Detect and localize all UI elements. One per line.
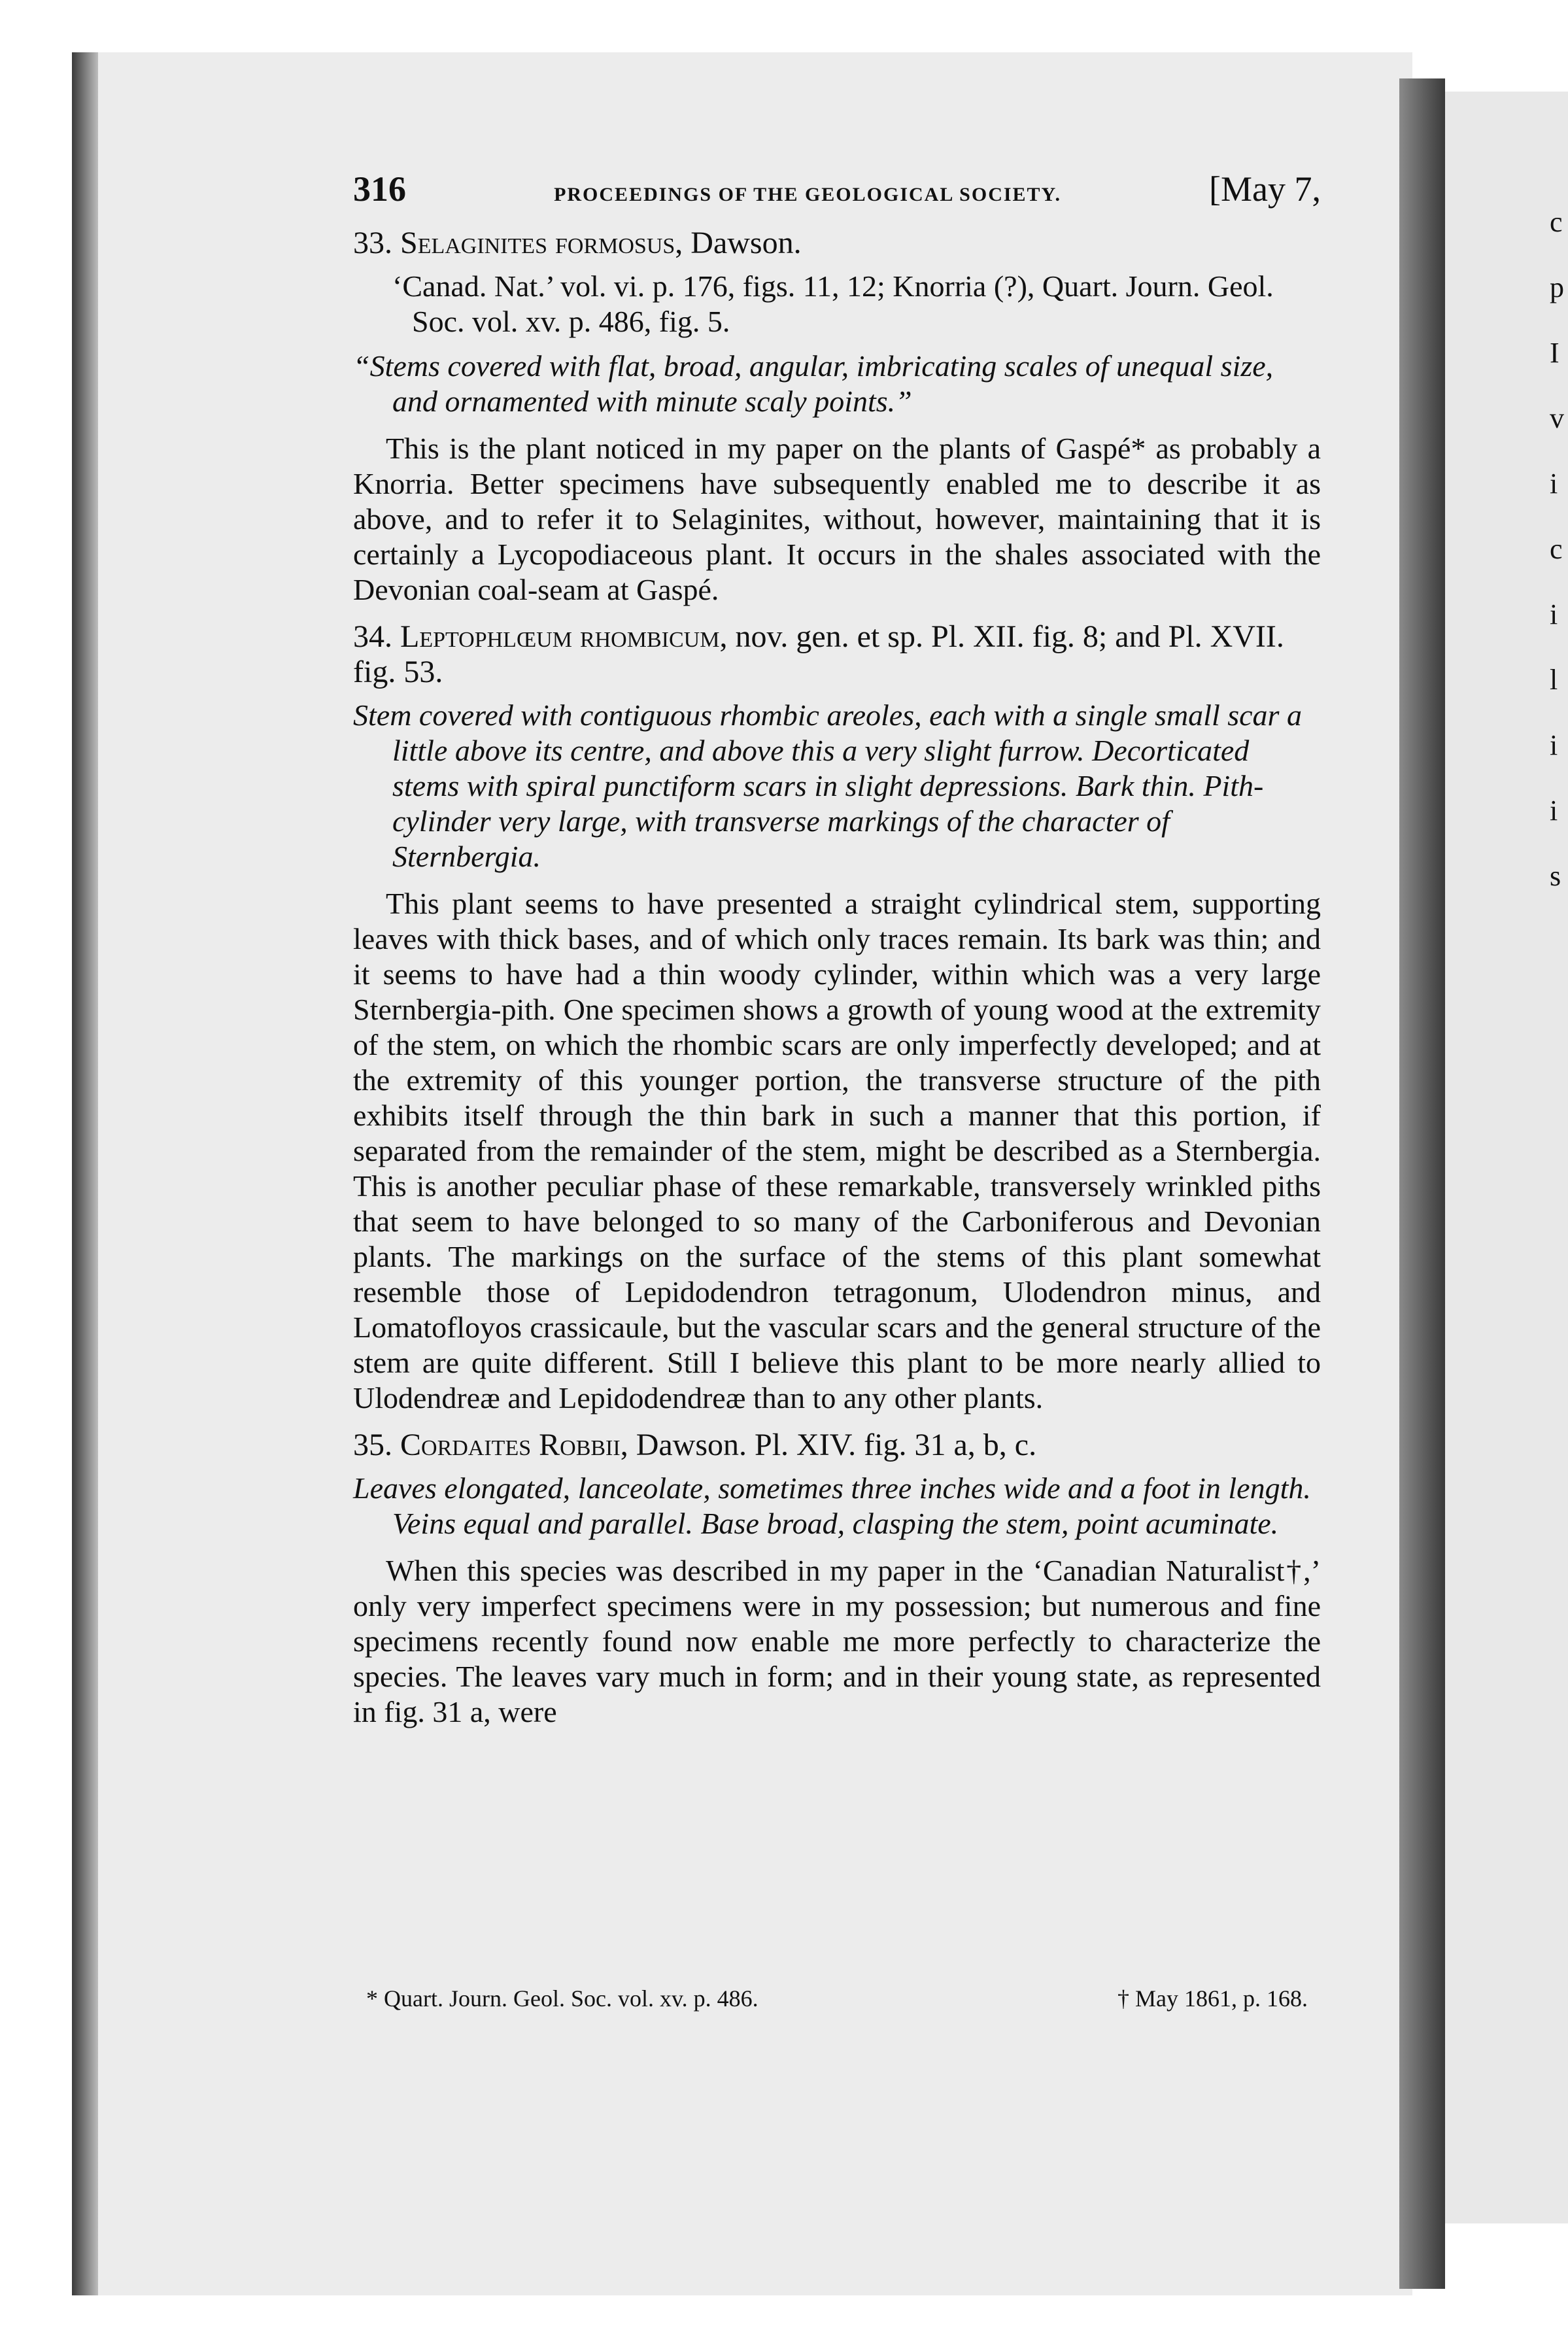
body-paragraph: This plant seems to have presented a straight cylindrical stem, supporting leaves with thick bases, and of which only traces remain. Its bark was thin; and it seems to have had a thin woody cylinder, within which was a very large Sternbergia-pith. One specimen shows a growth of young wood at the extremity of the stem, on which the rhombic scars are only imperfectly developed; and at the extremity of this younger portion, the transverse structure of the pith exhibits itself through the thin bark in such a manner that this portion, if separated from the remainder of the stem, might be described as a Sternbergia. This is another peculiar phase of these remarkable, transversely wrinkled piths that seem to have belonged to so many of the Carboniferous and Devonian plants. The markings on the surface of the stems of this plant somewhat resemble those of Lepidodendron tetragonum, Ulodendron minus, and Lomatofloyos crassicaule, but the vascular scars and the general structure of the stem are quite different. Still I believe this plant to be more nearly allied to Ulodendreæ and Lepidodendreæ than to any other plants.	[353, 887, 1321, 1415]
entry-name: Selaginites formosus	[400, 226, 675, 260]
running-title: PROCEEDINGS OF THE GEOLOGICAL SOCIETY.	[554, 184, 1061, 205]
page-gutter	[1399, 78, 1445, 2289]
footnote-right: † May 1861, p. 168.	[1117, 1985, 1308, 2012]
entry-author: , Dawson.	[675, 226, 802, 260]
entry-number: 34.	[353, 619, 392, 654]
entry-heading	[353, 619, 1321, 690]
footnotes	[366, 1985, 1308, 2012]
page-text	[353, 171, 1321, 1741]
entry-number: 33.	[353, 226, 392, 260]
entry-reference: ‘Canad. Nat.’ vol. vi. p. 176, figs. 11, 12; Knorria (?), Quart. Journ. Geol. Soc. vol. xv. p. 486, fig. 5.	[392, 269, 1274, 338]
entry-diagnosis: Leaves elongated, lanceolate, sometimes three inches wide and a foot in length. Veins equal and parallel. Base broad, clasping the stem, point acuminate.	[353, 1471, 1311, 1540]
next-page-text: c p I v i c i l i i s	[1550, 206, 1564, 892]
entry-name: Cordaites Robbii	[400, 1428, 621, 1462]
entry-number: 35.	[353, 1428, 392, 1462]
running-date: [May 7,	[1209, 169, 1321, 209]
entry-diagnosis: Stem covered with contiguous rhombic areoles, each with a single small scar a little above its centre, and above this a very slight furrow. Decorticated stems with spiral punctiform scars in slight depressions. Bark thin. Pith-cylinder very large, with transverse markings of the character of Sternbergia.	[353, 698, 1302, 873]
body-paragraph: When this species was described in my paper in the ‘Canadian Naturalist†,’ only very imperfect specimens were in my possession; but numerous and fine specimens recently found now enable me more perfectly to characterize the species. The leaves vary much in form; and in their young state, as represented in fig. 31 a, were	[353, 1554, 1321, 1728]
entry-author: , Dawson. Pl. XIV. fig. 31 a, b, c.	[620, 1428, 1037, 1462]
entry-heading	[353, 1428, 1321, 1463]
entry-diagnosis: “Stems covered with flat, broad, angular, imbricating scales of unequal size, and ornamented with minute scaly points.”	[353, 349, 1274, 418]
page-number: 316	[353, 169, 406, 209]
entry-author: , nov. gen. et sp. Pl. XII. fig. 8; and Pl. XVII. fig. 53.	[353, 619, 1284, 689]
next-page-edge	[1445, 92, 1568, 2223]
body-paragraph: This is the plant noticed in my paper on the plants of Gaspé* as probably a Knorria. Better specimens have subsequently enabled me to describe it as above, and to refer it to Selaginites, without, however, maintaining that it is certainly a Lycopodiaceous plant. It occurs in the shales associated with the Devonian coal-seam at Gaspé.	[353, 432, 1321, 606]
entry-heading	[353, 226, 1321, 261]
entry-name: Leptophlœum rhombicum	[400, 619, 720, 654]
page-shadow	[72, 52, 98, 2295]
footnote-left: * Quart. Journ. Geol. Soc. vol. xv. p. 486.	[366, 1985, 758, 2012]
running-head	[353, 171, 1321, 213]
